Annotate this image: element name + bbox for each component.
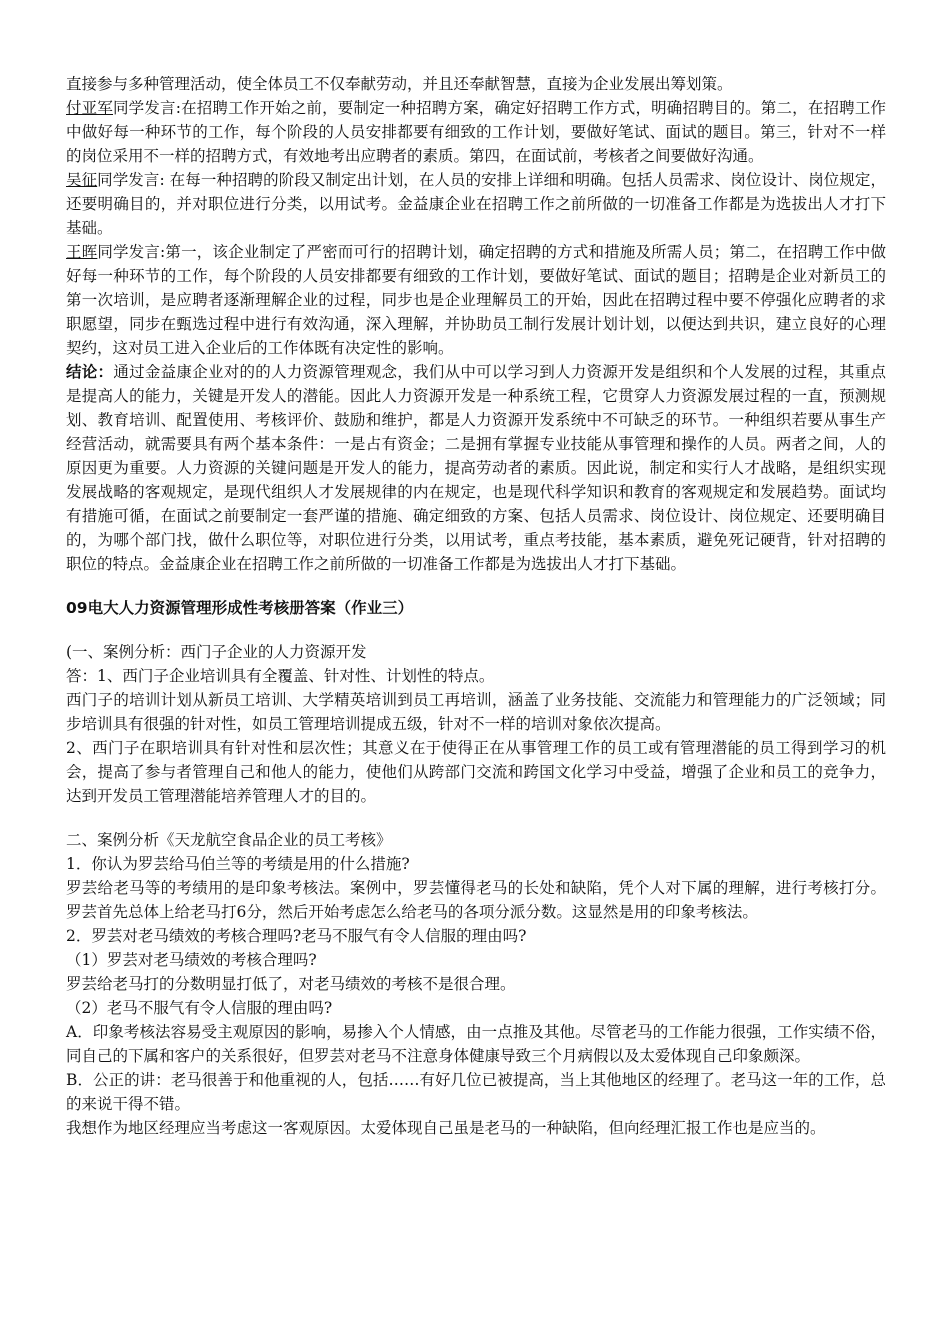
case2-answer-1: 罗芸给老马等的考绩用的是印象考核法。案例中，罗芸懂得老马的长处和缺陷，凭个人对下属的理解，进行考核打分。罗芸首先总体上给老马打6分，然后开始考虑怎么给老马的各项分派分数。这显然是用的印象考核法。 <box>66 879 886 921</box>
case1-title: (一、案例分析：西门子企业的人力资源开发 <box>66 643 367 661</box>
case1-answer-2: 2、西门子在职培训具有针对性和层次性；其意义在于使得正在从事管理工作的员工或有管理潜能的员工得到学习的机会，提高了参与者管理自己和他人的能力，使他们从跨部门交流和跨国文化学习中受益，增强了企业和员工的竞争力，达到开发员工管理潜能培养管理人才的目的。 <box>66 739 886 805</box>
speaker-name-fu: 付亚军 <box>66 99 114 117</box>
speaker-text-wang: 同学发言:第一，该企业制定了严密而可行的招聘计划，确定招聘的方式和措施及所需人员；第二，在招聘工作中做好每一种环节的工作，每个阶段的人员安排都要有细致的工作计划，要做好笔试、面试的题目；招聘是企业对新员工的第一次培训，是应聘者逐渐理解企业的过程，同步也是企业理解员工的开始，因此在招聘过程中要不停强化应聘者的求职愿望，同步在甄选过程中进行有效沟通，深入理解，并协助员工制行发展计划计划，以便达到共识，建立良好的心理契约，这对员工进入企业后的工作体既有决定性的影响。 <box>66 243 886 357</box>
paragraph-intro: 直接参与多种管理活动，使全体员工不仅奉献劳动，并且还奉献智慧，直接为企业发展出筹划策。 <box>66 75 733 93</box>
case2-title: 二、案例分析《天龙航空食品企业的员工考核》 <box>66 831 392 849</box>
paragraph-fu-yajun <box>66 96 886 168</box>
speaker-name-wu: 吴征 <box>66 171 98 189</box>
case2-subquestion-2: （2）老马不服气有令人信服的理由吗? <box>66 999 333 1017</box>
case2-subanswer-B: B．公正的讲：老马很善于和他重视的人，包括……有好几位已被提高，当上其他地区的经理了。老马这一年的工作，总的来说干得不错。 <box>66 1071 886 1113</box>
case1-answer-1: 答：1、西门子企业培训具有全覆盖、针对性、计划性的特点。 <box>66 667 495 685</box>
paragraph-conclusion <box>66 360 886 576</box>
paragraph-wu-zheng <box>66 168 886 240</box>
speaker-text-wu: 同学发言: 在每一种招聘的阶段又制定出计划，在人员的安排上详细和明确。包括人员需求、岗位设计、岗位规定，还要明确目的，并对职位进行分类，以用试考。金益康企业在招聘工作之前所做的一切准备工作都是为选拔出人才打下基础。 <box>66 171 886 237</box>
document-page <box>66 72 886 1140</box>
spacer <box>66 808 886 828</box>
case1-answer-1-text: 西门子的培训计划从新员工培训、大学精英培训到员工再培训，涵盖了业务技能、交流能力和管理能力的广泛领域；同步培训具有很强的针对性，如员工管理培训提成五级，针对不一样的培训对象依次提高。 <box>66 691 886 733</box>
speaker-name-wang: 王晖 <box>66 243 98 261</box>
paragraph-wang-hui <box>66 240 886 360</box>
conclusion-label: 结论： <box>66 363 114 381</box>
case2-subanswer-1: 罗芸给老马打的分数明显打低了，对老马绩效的考核不是很合理。 <box>66 975 516 993</box>
case2-closing: 我想作为地区经理应当考虑这一客观原因。太爱体现自己虽是老马的一种缺陷，但向经理汇报工作也是应当的。 <box>66 1119 826 1137</box>
conclusion-text: 通过金益康企业对的的人力资源管理观念，我们从中可以学习到人力资源开发是组织和个人发展的过程，其重点是提高人的能力，关键是开发人的潜能。因此人力资源开发是一种系统工程，它贯穿人力资源发展过程的一直，预测规划、教育培训、配置使用、考核评价、鼓励和维护，都是人力资源开发系统中不可缺乏的环节。一种组织若要从事生产经营活动，就需要具有两个基本条件：一是占有资金；二是拥有掌握专业技能从事管理和操作的人员。两者之间，人的原因更为重要。人力资源的关键问题是开发人的能力，提高劳动者的素质。因此说，制定和实行人才战略，是组织实现发展战略的客观规定，是现代组织人才发展规律的内在规定，也是现代科学知识和教育的客观规定和发展趋势。面试均有措施可循，在面试之前要制定一套严谨的措施、确定细致的方案、包括人员需求、岗位设计、岗位规定、还要明确目的，为哪个部门找，做什么职位等，对职位进行分类，以用试考，重点考技能，基本素质，避免死记硬背，针对招聘的职位的特点。金益康企业在招聘工作之前所做的一切准备工作都是为选拔出人才打下基础。 <box>66 363 886 573</box>
case2-question-1: 1．你认为罗芸给马伯兰等的考绩是用的什么措施? <box>66 855 410 873</box>
case2-question-2: 2．罗芸对老马绩效的考核合理吗?老马不服气有令人信服的理由吗? <box>66 927 527 945</box>
speaker-text-fu: 同学发言:在招聘工作开始之前，要制定一种招聘方案，确定好招聘工作方式，明确招聘目的。第二，在招聘工作中做好每一种环节的工作，每个阶段的人员安排都要有细致的工作计划，要做好笔试、面试的题目。第三，针对不一样的岗位采用不一样的招聘方式，有效地考出应聘者的素质。第四，在面试前，考核者之间要做好沟通。 <box>66 99 886 165</box>
section-heading: 09电大人力资源管理形成性考核册答案（作业三） <box>66 599 414 617</box>
case2-subquestion-1: （1）罗芸对老马绩效的考核合理吗? <box>66 951 317 969</box>
case2-subanswer-A: A．印象考核法容易受主观原因的影响，易掺入个人情感，由一点推及其他。尽管老马的工作能力很强，工作实绩不俗，同自己的下属和客户的关系很好，但罗芸对老马不注意身体健康导致三个月病假以及太爱体现自己印象颇深。 <box>66 1023 886 1065</box>
